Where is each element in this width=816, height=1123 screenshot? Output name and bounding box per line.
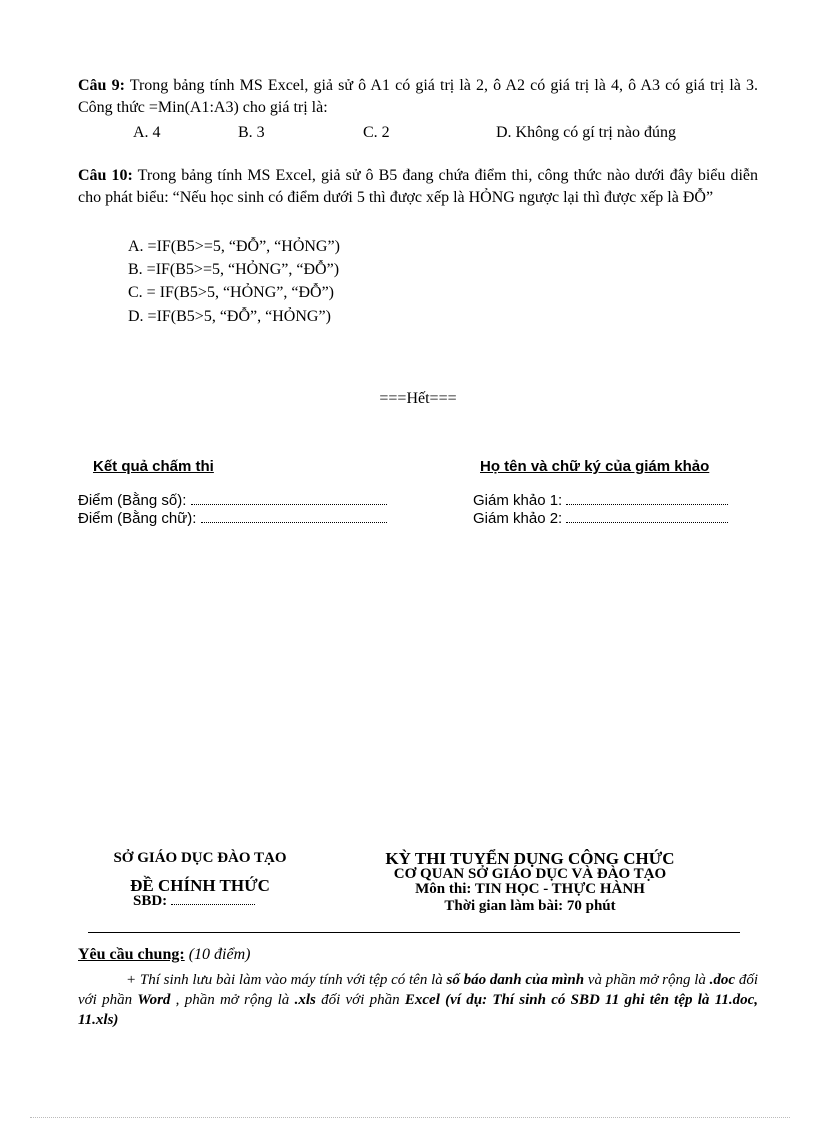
req-bold-xls: .xls xyxy=(294,992,316,1008)
official-exam-label: ĐỀ CHÍNH THỨC xyxy=(130,876,270,895)
question-9-option-b: B. 3 xyxy=(238,124,265,141)
requirements-title: Yêu cầu chung: xyxy=(78,946,185,963)
question-10-option-c: C. = IF(B5>5, “HỎNG”, “ĐỖ”) xyxy=(128,284,335,301)
req-bold-excel: Excel xyxy=(404,992,440,1008)
exam-organization: CƠ QUAN SỞ GIÁO DỤC VÀ ĐÀO TẠO xyxy=(393,866,667,882)
sbd-row xyxy=(133,893,255,910)
question-9-label: Câu 9: xyxy=(78,77,125,94)
grading-result-title: Kết quả chấm thi xyxy=(93,458,214,475)
req-bold-word: Word xyxy=(137,992,171,1008)
requirements-heading xyxy=(78,946,250,964)
question-10-text: Trong bảng tính MS Excel, giả sử ô B5 đang chứa điểm thi, công thức nào dưới đây biểu diễn cho phát biểu: “Nếu học sinh có điểm dưới 5 thì được xếp là HỎNG ngược lại thì được xếp là ĐỖ” xyxy=(78,167,758,206)
question-9-option-c: C. 2 xyxy=(363,124,390,141)
question-10-option-a: A. =IF(B5>=5, “ĐỖ”, “HỎNG”) xyxy=(128,238,340,255)
question-10-label: Câu 10: xyxy=(78,167,133,184)
sbd-blank xyxy=(171,895,255,905)
end-marker: ===Hết=== xyxy=(379,390,457,407)
score-number-blank xyxy=(191,492,387,505)
question-10-option-d: D. =IF(B5>5, “ĐỖ”, “HỎNG”) xyxy=(128,308,331,325)
examiner-1-blank xyxy=(566,492,728,505)
exam-title: KỲ THI TUYỂN DỤNG CÔNG CHỨC xyxy=(385,849,675,868)
question-9 xyxy=(78,75,758,119)
score-words-label: Điểm (Bằng chữ): xyxy=(78,510,197,527)
exam-duration: Thời gian làm bài: 70 phút xyxy=(444,898,616,914)
req-text-e: đối với phần xyxy=(315,992,405,1008)
question-9-option-d: D. Không có gí trị nào đúng xyxy=(496,124,676,141)
header-divider xyxy=(88,932,740,933)
req-bold-doc: .doc xyxy=(709,972,736,988)
question-10-option-b: B. =IF(B5>=5, “HỎNG”, “ĐỖ”) xyxy=(128,261,340,278)
req-text-c: đối với phần xyxy=(78,972,759,1008)
examiner-2-label: Giám khảo 2: xyxy=(473,510,563,527)
examiner-1-row xyxy=(473,492,728,509)
department-name: SỞ GIÁO DỤC ĐÀO TẠO xyxy=(113,850,287,866)
score-words-row xyxy=(78,510,387,527)
page-bottom-border xyxy=(30,1117,790,1118)
score-number-row xyxy=(78,492,387,509)
requirements-points: (10 điểm) xyxy=(188,946,251,963)
requirements-text xyxy=(78,970,758,1030)
req-text-d: , phần mở rộng là xyxy=(170,992,295,1008)
req-bold-sbd: số báo danh của mình xyxy=(446,972,585,988)
examiner-2-blank xyxy=(566,510,728,523)
examiner-2-row xyxy=(473,510,728,527)
score-words-blank xyxy=(201,510,387,523)
question-9-text: Trong bảng tính MS Excel, giả sử ô A1 có giá trị là 2, ô A2 có giá trị là 4, ô A3 có giá trị là 3. Công thức =Min(A1:A3) cho giá trị là: xyxy=(78,77,759,116)
question-9-option-a: A. 4 xyxy=(133,124,161,141)
req-text-b: và phần mở rộng là xyxy=(584,972,710,988)
examiner-signature-title: Họ tên và chữ ký của giám khảo xyxy=(480,458,710,475)
question-9-options xyxy=(133,124,773,146)
question-10 xyxy=(78,165,758,209)
score-number-label: Điểm (Bằng số): xyxy=(78,492,187,509)
examiner-1-label: Giám khảo 1: xyxy=(473,492,563,509)
exam-subject: Môn thi: TIN HỌC - THỰC HÀNH xyxy=(415,881,645,897)
sbd-label: SBD: xyxy=(133,893,168,909)
req-text-a: + Thí sinh lưu bài làm vào máy tính với tệp có tên là xyxy=(126,972,447,988)
req-example: (ví dụ: Thí sinh có SBD 11 ghi tên tệp là 11.doc, 11.xls) xyxy=(78,992,759,1028)
